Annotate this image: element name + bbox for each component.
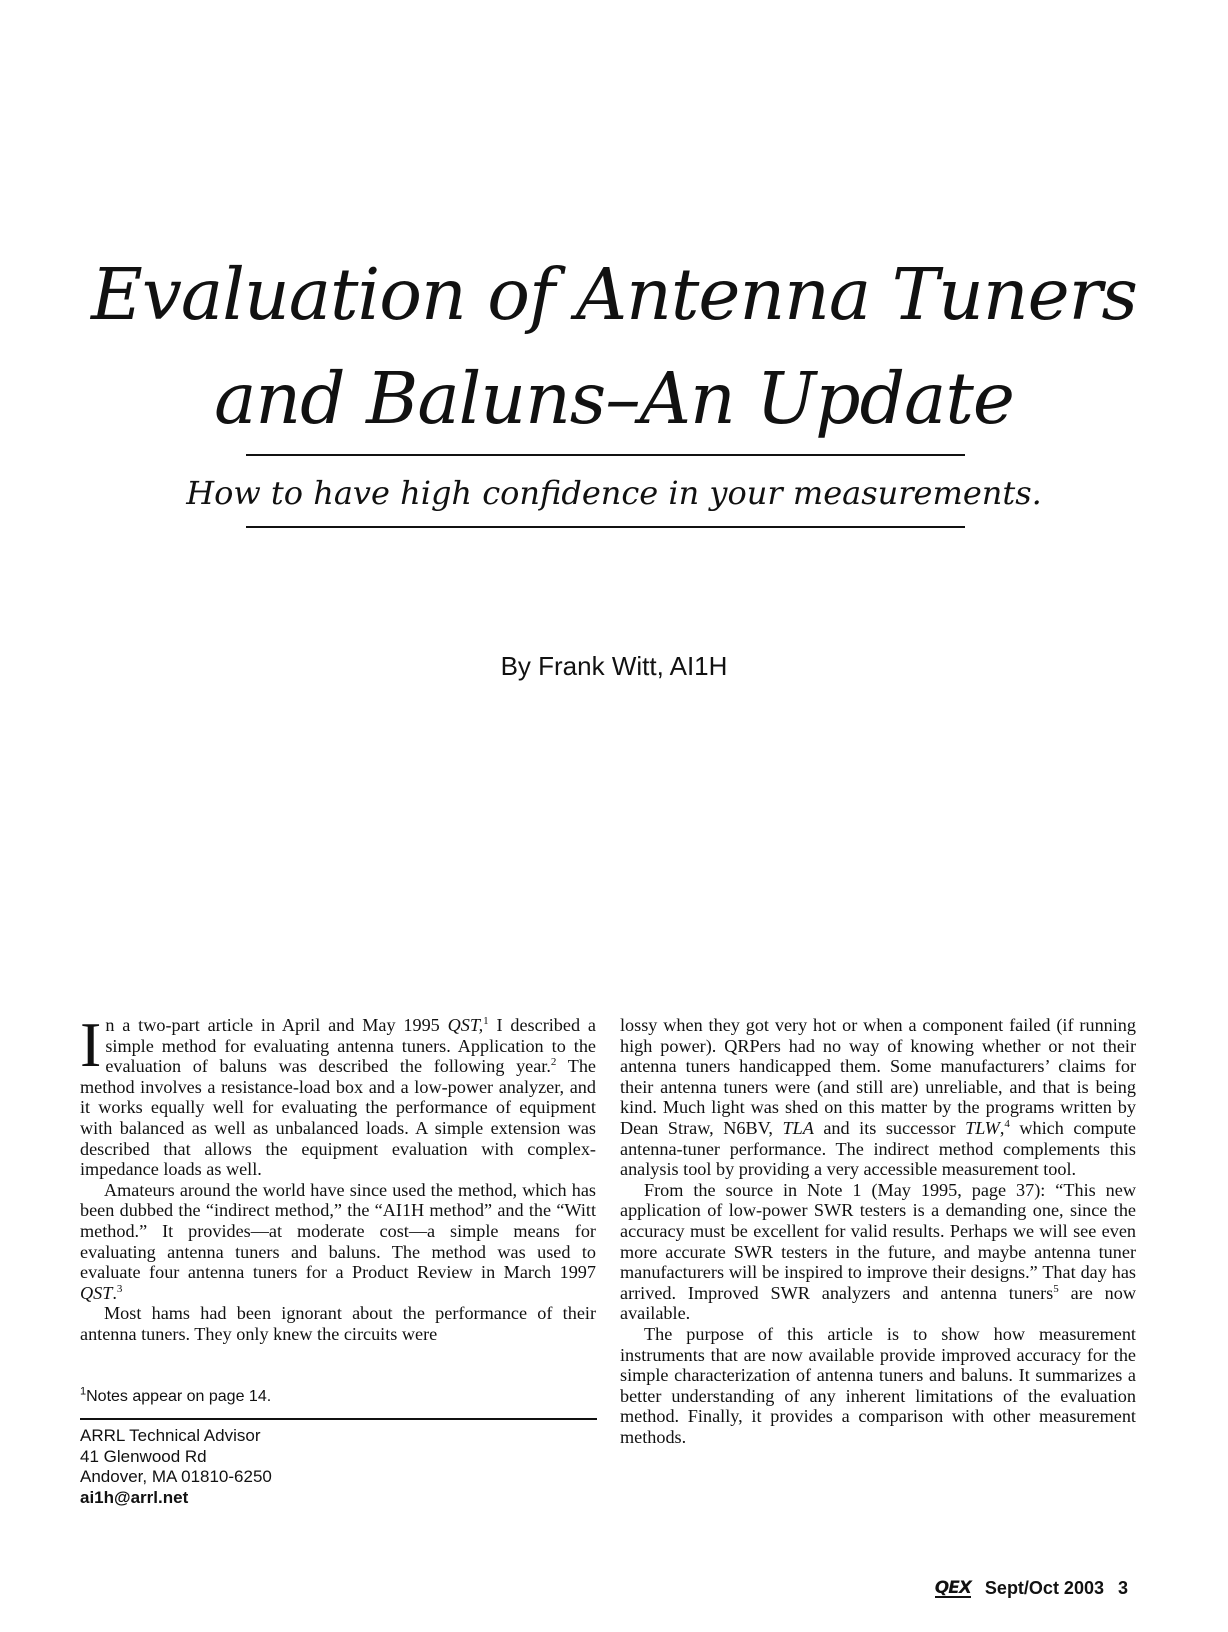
issue-date: Sept/Oct 2003: [984, 1578, 1104, 1598]
qex-logo: QEX: [934, 1577, 971, 1598]
article-title-line-2: and Baluns–An Update: [214, 356, 1014, 440]
paragraph-most-hams: Most hams had been ignorant about the performance of their antenna tuners. They only knew the circuits were: [80, 1303, 596, 1344]
footnote-ref: 5: [1053, 1282, 1059, 1295]
footnote-ref: 4: [1004, 1117, 1010, 1130]
subtitle-bottom-rule: [246, 526, 965, 528]
drop-cap: I: [80, 1009, 102, 1080]
footnote-ref: 1: [483, 1014, 489, 1027]
author-address: [80, 1426, 272, 1508]
author-email-link[interactable]: ai1h@arrl.net: [80, 1487, 189, 1507]
left-column: [80, 1009, 597, 1345]
author-byline: By Frank Witt, AI1H: [500, 651, 728, 681]
paragraph-purpose: The purpose of this article is to show how measurement instruments that are now available provide improved accuracy for the simple characterization of antenna tuners and baluns. It summarizes a better understanding of any inherent limitations of the evaluation method. Finally, it provides a comparison with other measurement methods.: [620, 1323, 1136, 1447]
article-title-line-1: Evaluation of Antenna Tuners: [90, 252, 1137, 336]
address-line-3: Andover, MA 01810-6250: [80, 1467, 272, 1487]
right-column: [620, 1015, 1136, 1447]
notes-footnote: $^1$Notes appear on page 14.: [80, 1385, 272, 1405]
paragraph-intro: In a two-part article in April and May 1995 QST,$^1$ I described a simple method for evaluating antenna tuners. Application to the evaluation of baluns was described the following year.$^2$ The method involves a resistance-load box and a low-power analyzer, and it works equally well for evaluating the performance of equipment with balanced as well as unbalanced loads. A simple extension was described that allows the equipment evaluation with complex-impedance loads as well.: [80, 1009, 597, 1180]
article-title: [0, 243, 1228, 451]
paragraph-lossy: lossy when they got very hot or when a component failed (if running high power). QRPers had no way of knowing whether or not their antenna tuners handicapped them. Some manufacturers’ claims for their antenna tuners were (and still are) unreliable, and that is being kind. Much light was shed on this matter by the programs written by Dean Straw, N6BV, TLA and its successor TLW,$^4$ which compute antenna-tuner performance. The indirect method complements this analysis tool by providing a very accessible measurement tool.: [620, 1015, 1136, 1180]
address-line-2: 41 Glenwood Rd: [80, 1446, 207, 1466]
article-subtitle: How to have high confidence in your measurements.: [186, 474, 1042, 512]
page-number: 3: [1117, 1578, 1128, 1598]
address-rule: [80, 1418, 597, 1420]
page-footer: [935, 1578, 1128, 1599]
footnote-ref: 2: [550, 1056, 557, 1069]
subtitle-top-rule: [246, 454, 965, 456]
address-line-1: ARRL Technical Advisor: [80, 1426, 261, 1445]
paragraph-source: From the source in Note 1 (May 1995, page 37): “This new application of low-power SWR testers is a demanding one, since the accuracy must be excellent for valid results. Perhaps we will see even more accurate SWR testers in the future, and maybe antenna tuner manufacturers will be inspired to improve their designs.” That day has arrived. Improved SWR analyzers and antenna tuners$^5$ are now available.: [620, 1179, 1136, 1324]
footnote-ref: 3: [116, 1282, 123, 1295]
paragraph-amateurs: Amateurs around the world have since used the method, which has been dubbed the “indirect method,” the “AI1H method” and the “Witt method.” It provides—at moderate cost—a simple means for evaluating antenna tuners and baluns. The method was used to evaluate four antenna tuners for a Product Review in March 1997 QST.$^3$: [80, 1179, 596, 1303]
